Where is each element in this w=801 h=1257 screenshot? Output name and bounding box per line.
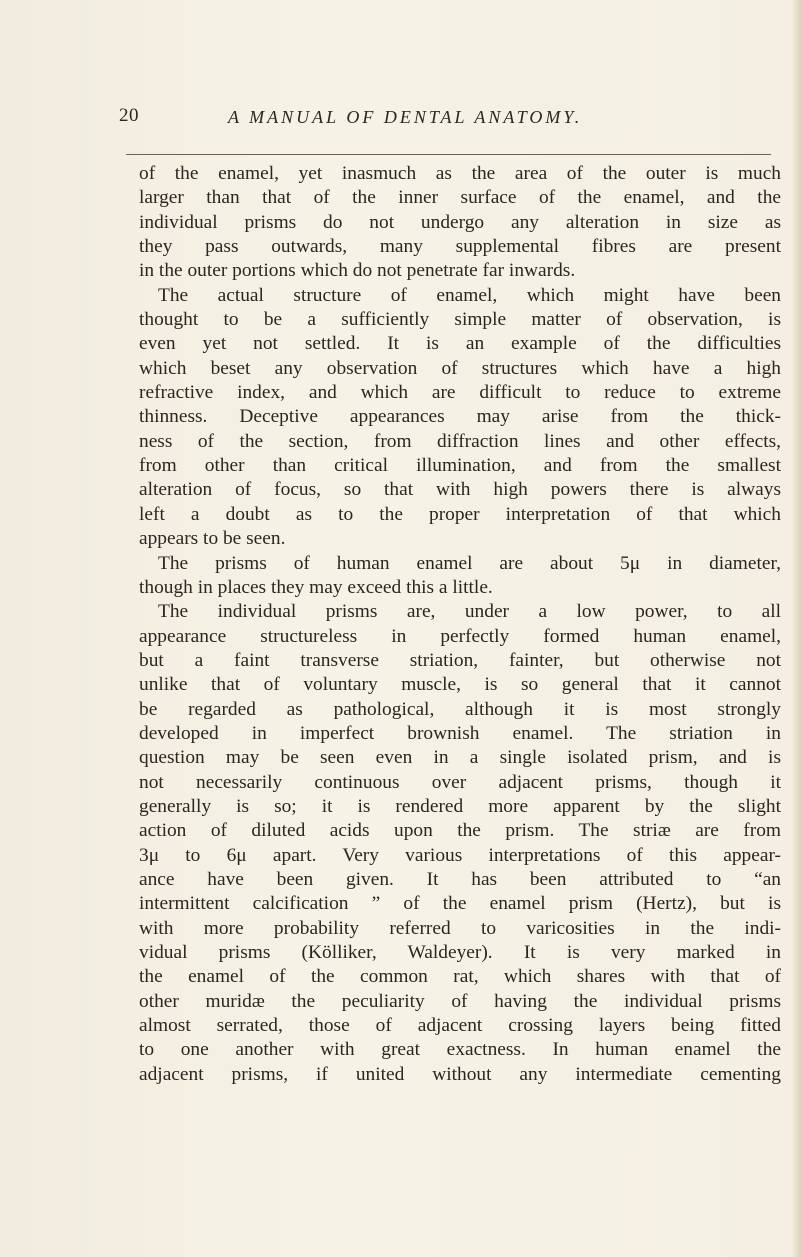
text-line: other muridæ the peculiarity of having the individual prisms bbox=[139, 990, 781, 1012]
text-line: intermittent calcification ” of the enamel prism (Hertz), but is bbox=[139, 893, 781, 915]
text-line: individual prisms do not undergo any alteration in size as bbox=[139, 211, 781, 233]
text-line: to one another with great exactness. In human enamel the bbox=[139, 1039, 781, 1061]
text-line: alteration of focus, so that with high powers there is always bbox=[139, 479, 781, 501]
text-line: refractive index, and which are difficult to reduce to extreme bbox=[139, 382, 781, 404]
text-line: with more probability referred to varicosities in the indi- bbox=[139, 917, 781, 939]
text-line: in the outer portions which do not penetrate far inwards. bbox=[139, 260, 576, 282]
text-line: The prisms of human enamel are about 5μ in diameter, bbox=[158, 552, 781, 574]
text-line: almost serrated, those of adjacent crossing layers being fitted bbox=[139, 1015, 781, 1037]
text-line: thinness. Deceptive appearances may arise from the thick- bbox=[139, 406, 781, 428]
text-line: the enamel of the common rat, which shares with that of bbox=[139, 966, 781, 988]
page-header bbox=[0, 105, 801, 135]
text-line: even yet not settled. It is an example of the difficulties bbox=[139, 333, 781, 355]
page-edge-shadow bbox=[791, 0, 801, 1257]
text-line: adjacent prisms, if united without any intermediate cementing bbox=[139, 1063, 781, 1085]
body-text bbox=[139, 162, 781, 1087]
text-line: appearance structureless in perfectly formed human enamel, bbox=[139, 625, 781, 647]
running-title: A MANUAL OF DENTAL ANATOMY. bbox=[228, 107, 583, 127]
text-line: question may be seen even in a single isolated prism, and is bbox=[139, 747, 781, 769]
text-line: action of diluted acids upon the prism. The striæ are from bbox=[139, 820, 781, 842]
text-line: from other than critical illumination, and from the smallest bbox=[139, 455, 781, 477]
text-line: appears to be seen. bbox=[139, 528, 286, 550]
text-line: 3μ to 6μ apart. Very various interpretations of this appear- bbox=[139, 844, 781, 866]
text-line: ance have been given. It has been attributed to “an bbox=[139, 868, 781, 890]
text-line: of the enamel, yet inasmuch as the area of the outer is much bbox=[139, 163, 781, 184]
text-line: thought to be a sufficiently simple matter of observation, is bbox=[139, 309, 781, 331]
text-line: which beset any observation of structures which have a high bbox=[139, 357, 781, 379]
text-line: unlike that of voluntary muscle, is so general that it cannot bbox=[139, 674, 781, 696]
text-line: be regarded as pathological, although it is most strongly bbox=[139, 698, 781, 720]
page-number: 20 bbox=[119, 105, 139, 126]
text-line: they pass outwards, many supplemental fibres are present bbox=[139, 236, 781, 258]
text-line: though in places they may exceed this a little. bbox=[139, 576, 493, 598]
text-line: vidual prisms (Kölliker, Waldeyer). It is very marked in bbox=[139, 942, 781, 963]
text-line: The actual structure of enamel, which might have been bbox=[158, 284, 781, 306]
text-line: larger than that of the inner surface of the enamel, and the bbox=[139, 187, 781, 209]
text-line: The individual prisms are, under a low power, to all bbox=[158, 601, 781, 623]
text-line: but a faint transverse striation, fainter, but otherwise not bbox=[139, 649, 781, 671]
header-rule bbox=[126, 154, 771, 155]
text-line: left a doubt as to the proper interpretation of that which bbox=[139, 503, 781, 525]
text-line: not necessarily continuous over adjacent prisms, though it bbox=[139, 771, 781, 793]
text-line: generally is so; it is rendered more apparent by the slight bbox=[139, 795, 781, 817]
text-line: ness of the section, from diffraction lines and other effects, bbox=[139, 430, 781, 452]
text-line: developed in imperfect brownish enamel. The striation in bbox=[139, 722, 781, 744]
